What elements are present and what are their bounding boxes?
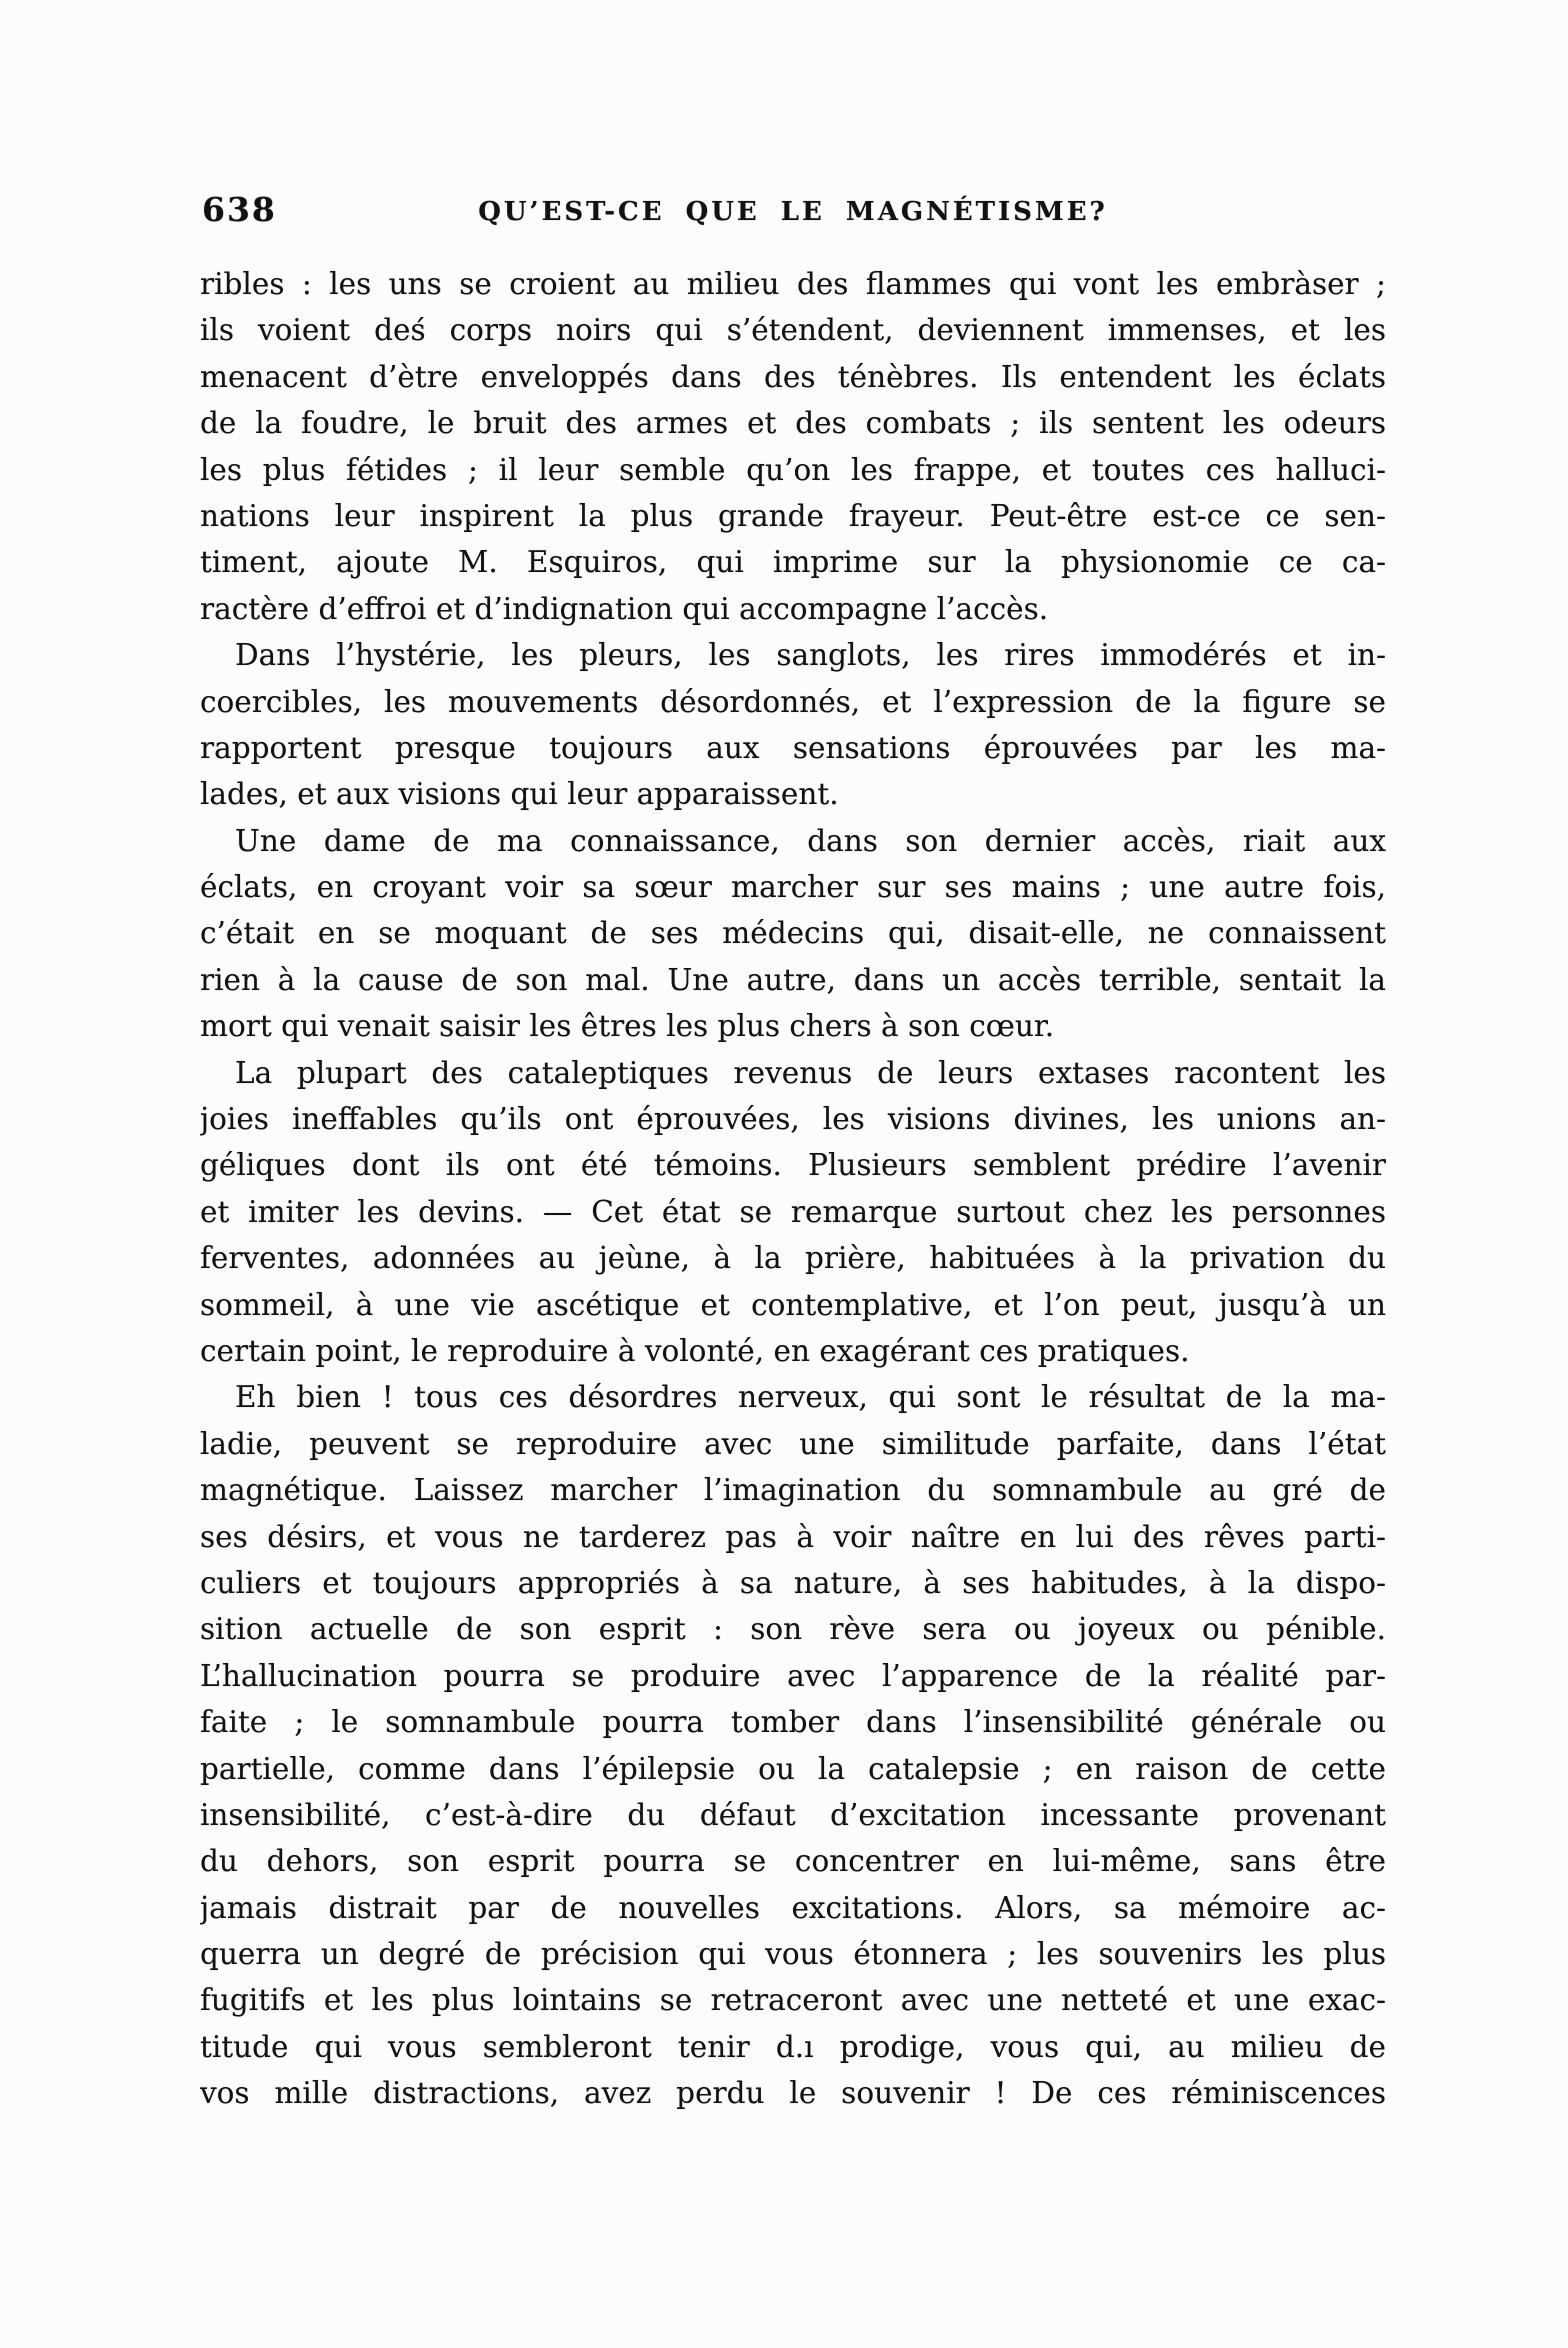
text-line: ladie, peuvent se reproduire avec une similitude parfaite, dans l’état <box>200 1426 1386 1461</box>
text-line: du dehors, son esprit pourra se concentrer en lui-même, sans être <box>200 1844 1386 1879</box>
text-line: rapportent presque toujours aux sensations éprouvées par les ma- <box>200 730 1386 765</box>
text-line: sition actuelle de son esprit : son rève sera ou joyeux ou pénible. <box>200 1612 1386 1647</box>
text-line: titude qui vous sembleront tenir d.ı prodige, vous qui, au milieu de <box>200 2029 1386 2064</box>
text-line: ses désirs, et vous ne tarderez pas à voir naître en lui des rêves parti- <box>200 1519 1386 1554</box>
text-line: joies ineffables qu’ils ont éprouvées, les visions divines, les unions an- <box>200 1102 1386 1137</box>
text-line: sommeil, à une vie ascétique et contemplative, et l’on peut, jusqu’à un <box>200 1287 1386 1322</box>
text-line: menacent d’ètre enveloppés dans des ténèbres. Ils entendent les éclats <box>200 359 1386 394</box>
page-body <box>200 261 1386 2117</box>
page-number: 638 <box>202 190 277 229</box>
text-line: Une dame de ma connaissance, dans son dernier accès, riait aux <box>235 823 1386 858</box>
text-line: certain point, le reproduire à volonté, en exagérant ces pratiques. <box>200 1333 1190 1368</box>
text-line: querra un degré de précision qui vous étonnera ; les souvenirs les plus <box>200 1937 1386 1972</box>
text-line: de la foudre, le bruit des armes et des combats ; ils sentent les odeurs <box>200 406 1386 441</box>
text-line: nations leur inspirent la plus grande frayeur. Peut-être est-ce ce sen- <box>200 498 1386 533</box>
text-line: Dans l’hystérie, les pleurs, les sanglots, les rires immodérés et in- <box>235 638 1386 673</box>
text-line: jamais distrait par de nouvelles excitations. Alors, sa mémoire ac- <box>200 1890 1386 1925</box>
running-title: QU’EST-CE QUE LE MAGNÉTISME? <box>478 197 1108 227</box>
text-line: magnétique. Laissez marcher l’imagination du somnambule au gré de <box>200 1473 1386 1508</box>
text-line: et imiter les devins. — Cet état se remarque surtout chez les personnes <box>200 1194 1386 1229</box>
text-line: La plupart des cataleptiques revenus de leurs extases racontent les <box>235 1055 1386 1090</box>
text-line: insensibilité, c’est-à-dire du défaut d’excitation incessante provenant <box>200 1797 1386 1832</box>
text-line: fugitifs et les plus lointains se retraceront avec une netteté et une exac- <box>200 1983 1386 2018</box>
text-line: éclats, en croyant voir sa sœur marcher sur ses mains ; une autre fois, <box>200 870 1386 905</box>
text-line: timent, ajoute M. Esquiros, qui imprime sur la physionomie ce ca- <box>200 545 1386 580</box>
text-line: mort qui venait saisir les êtres les plus chers à son cœur. <box>200 1009 1055 1044</box>
text-line: vos mille distractions, avez perdu le souvenir ! De ces réminiscences <box>200 2076 1386 2111</box>
text-line: culiers et toujours appropriés à sa nature, à ses habitudes, à la dispo- <box>200 1565 1386 1600</box>
text-line: les plus fétides ; il leur semble qu’on les frappe, et toutes ces halluci- <box>200 452 1386 487</box>
text-line: ferventes, adonnées au jeùne, à la prière, habituées à la privation du <box>200 1241 1386 1276</box>
text-line: coercibles, les mouvements désordonnés, et l’expression de la figure se <box>200 684 1386 719</box>
text-line: lades, et aux visions qui leur apparaissent. <box>200 777 839 812</box>
text-line: L’hallucination pourra se produire avec l’apparence de la réalité par- <box>200 1658 1386 1693</box>
text-line: faite ; le somnambule pourra tomber dans l’insensibilité générale ou <box>200 1705 1386 1740</box>
text-line: Eh bien ! tous ces désordres nerveux, qui sont le résultat de la ma- <box>235 1380 1386 1415</box>
text-line: géliques dont ils ont été témoins. Plusieurs semblent prédire l’avenir <box>200 1148 1386 1183</box>
text-line: c’était en se moquant de ses médecins qui, disait-elle, ne connaissent <box>200 916 1386 951</box>
text-line: partielle, comme dans l’épilepsie ou la catalepsie ; en raison de cette <box>200 1751 1386 1786</box>
text-line: rien à la cause de son mal. Une autre, dans un accès terrible, sentait la <box>200 962 1386 997</box>
text-line: ils voient deś corps noirs qui s’étendent, deviennent immenses, et les <box>200 313 1386 348</box>
page-header <box>200 188 1386 236</box>
text-line: ribles : les uns se croient au milieu des flammes qui vont les embràser ; <box>200 267 1386 301</box>
text-line: ractère d’effroi et d’indignation qui accompagne l’accès. <box>200 591 1049 626</box>
